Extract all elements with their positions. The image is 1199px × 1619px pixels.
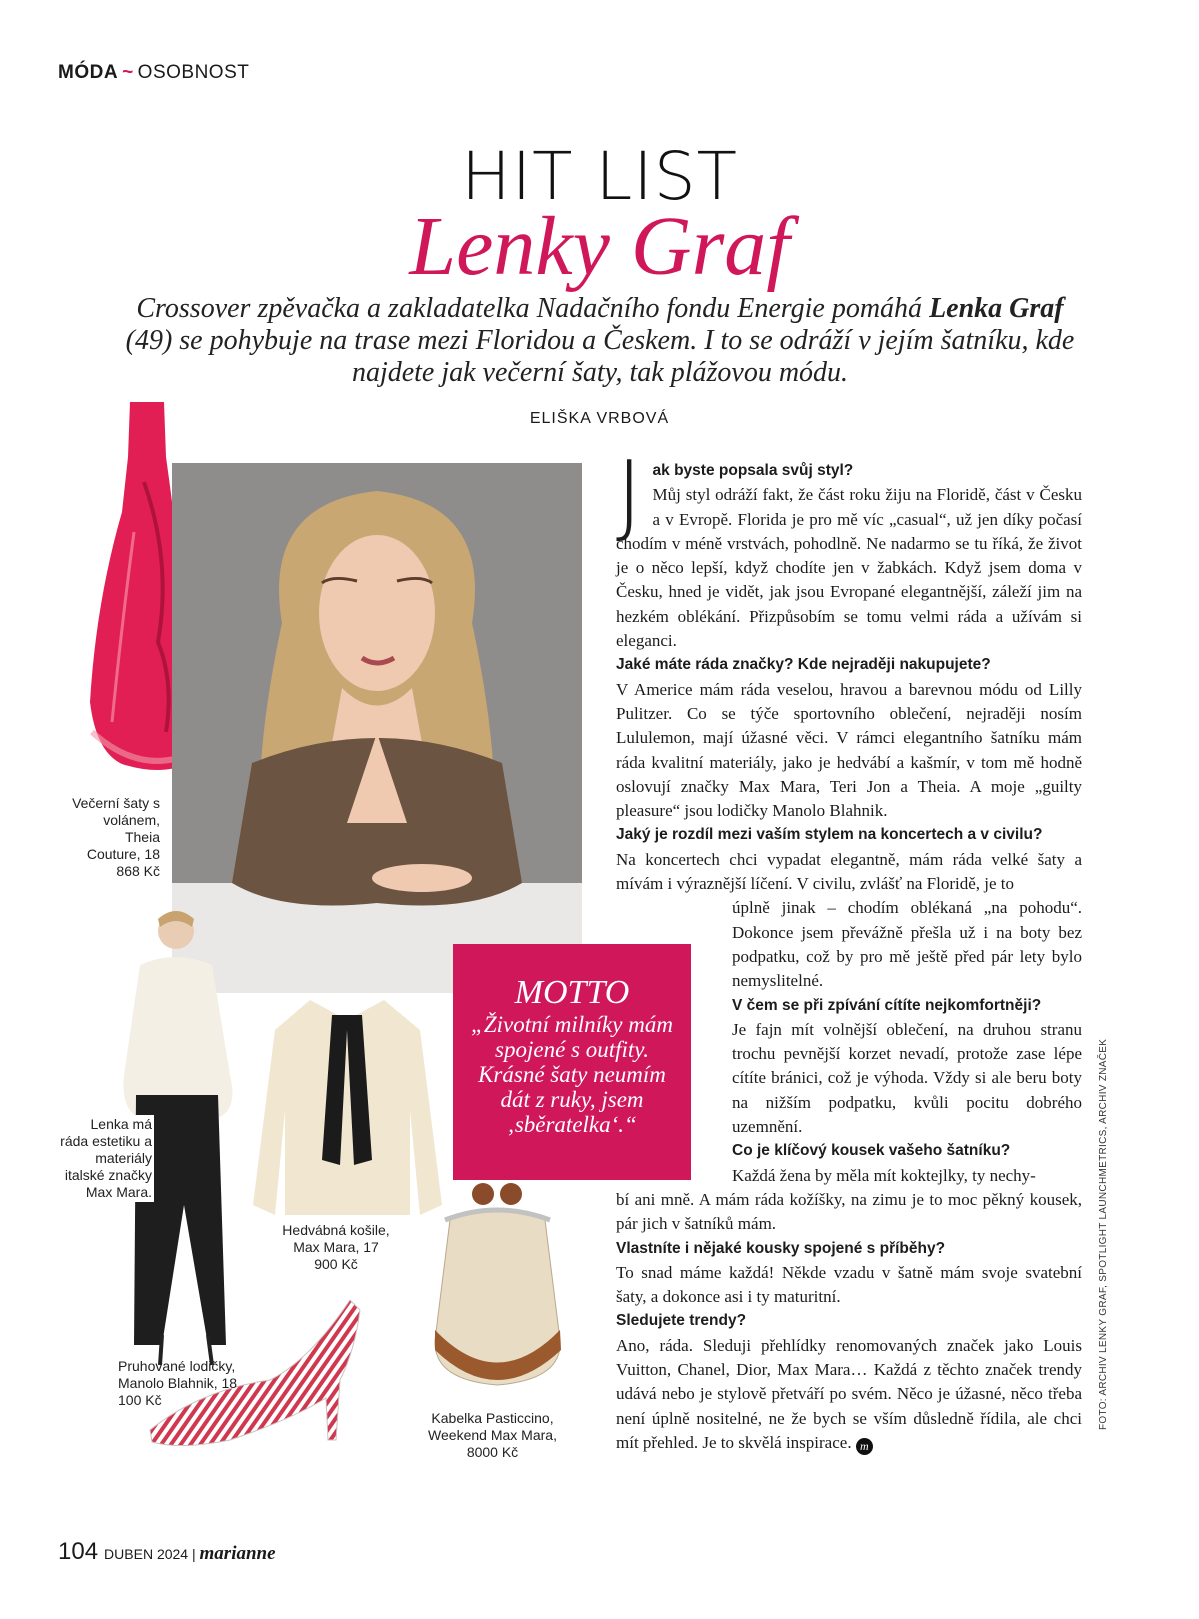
model-caption: Lenka má ráda estetiku a materiály italské značky Max Mara. bbox=[58, 1115, 154, 1202]
magazine-name: marianne bbox=[199, 1543, 276, 1564]
drop-cap: J bbox=[616, 442, 643, 547]
answer-6: To snad máme každá! Někde vzadu v šatně mám svoje svatební šaty, a dokonce asi i ty maturitní. bbox=[616, 1262, 1082, 1307]
question-1: ak byste popsala svůj styl? bbox=[652, 462, 854, 479]
question-3: Jaký je rozdíl mezi vaším stylem na koncertech a v civilu? bbox=[616, 826, 1043, 844]
pasticcino-bag-image bbox=[425, 1180, 570, 1390]
article-body bbox=[616, 442, 1082, 1455]
bag-caption: Kabelka Pasticcino, Weekend Max Mara, 8000 Kč bbox=[428, 1410, 557, 1460]
answer-5a: Každá žena by měla mít koktejlky, ty nechy- bbox=[732, 1165, 1036, 1185]
page-footer: 104 DUBEN 2024 | marianne bbox=[58, 1538, 276, 1565]
answer-4: Je fajn mít volnější oblečení, na druhou stranu trochu pevnější korzet nevadí, protože zase lépe cítíte bránici, což je výhoda. Vždy si ale beru boty na nižším podpatku, kvůli pocitu dobrého uzemnění. bbox=[732, 1019, 1082, 1137]
shirt-caption: Hedvábná košile, Max Mara, 17 900 Kč bbox=[282, 1222, 390, 1272]
end-mark-icon: m bbox=[856, 1438, 873, 1455]
question-4: V čem se při zpívání cítíte nejkomfortněji? bbox=[732, 996, 1042, 1014]
question-6: Vlastníte i nějaké kousky spojené s příběhy? bbox=[616, 1239, 946, 1257]
answer-2: V Americe mám ráda veselou, hravou a barevnou módu od Lilly Pulitzer. Co se týče sportovního oblečení, nejraději nosím Lululemon, mají úžasné věci. V rámci elegantního šatníku mám ráda kvalitní materiály, jako je hedvábí a kašmír, v tom mě hodně oslovují značky Max Mara, Teri Jon a Theia. A moje „guilty pleasure“ jsou lodičky Manolo Blahnik. bbox=[616, 679, 1082, 821]
byline: ELIŠKA VRBOVÁ bbox=[529, 410, 670, 427]
lead-part1: Crossover zpěvačka a zakladatelka Nadačního fondu Energie pomáhá bbox=[136, 293, 930, 324]
subsection-label: OSOBNOST bbox=[137, 62, 250, 83]
answer-7: Ano, ráda. Sleduji přehlídky renomovaných značek jako Louis Vuitton, Chanel, Dior, Max Mara… Každá z těchto značek trendy udává nebo je stylově přetváří po svém. Něco je úžasné, něco třeba není úplně nositelné, ne že bych se vším důsledně řídila, ale chci mít přehled. Je to skvělá inspirace. bbox=[616, 1335, 1082, 1452]
answer-1: Můj styl odráží fakt, že část roku žiju na Floridě, část v Česku a v Evropě. Florida je pro mě víc „casual“, už jen díky počasí chodím v méně vrstvách, pohodlně. Ne nadarmo se tu říká, že život je o něco lepší, když chodíte jen v žabkách. Když jsem doma v Česku, hned je vidět, jak jsou Evropané elegantnější, záleží jim na hezkém oblékání. Přizpůsobím se tomu velmi ráda a užívám si eleganci. bbox=[616, 485, 1082, 651]
photo-credit: FOTO: ARCHIV LENKY GRAF, SPOTLIGHT LAUNCHMETRICS, ARCHIV ZNAČEK bbox=[1098, 1038, 1109, 1430]
answer-5b: bí ani mně. A mám ráda kožíšky, na zimu je to moc pěkný kousek, pár jich v šatníků mám. bbox=[616, 1189, 1082, 1234]
lead-paragraph bbox=[110, 293, 1090, 389]
dress-caption: Večerní šaty s volánem, Theia Couture, 18 868 Kč bbox=[72, 795, 160, 879]
lead-part2: (49) se pohybuje na trase mezi Floridou a Českem. I to se odráží v jejím šatníku, kde najdete jak večerní šaty, tak plážovou módu. bbox=[125, 325, 1075, 388]
answer-3a: Na koncertech chci vypadat elegantně, mám ráda velké šaty a mívám i výraznější líčení. V civilu, zvlášť na Floridě, je to bbox=[616, 849, 1082, 894]
shoes-caption: Pruhované lodičky, Manolo Blahnik, 18 100 Kč bbox=[118, 1358, 238, 1408]
page-number: 104 bbox=[58, 1538, 99, 1565]
motto-title: MOTTO bbox=[514, 974, 630, 1011]
motto-quote: „Životní milníky mám spojené s outfity. Krásné šaty neumím dát z ruky, jsem ‚sběratelka‘.“ bbox=[471, 1012, 673, 1137]
question-7: Sledujete trendy? bbox=[616, 1312, 747, 1330]
question-2: Jaké máte ráda značky? Kde nejraději nakupujete? bbox=[616, 656, 991, 674]
title-line2: Lenky Graf bbox=[409, 200, 790, 293]
lead-bold-name: Lenka Graf bbox=[929, 293, 1064, 324]
issue-date: DUBEN 2024 bbox=[104, 1546, 189, 1562]
title-line1: HIT LIST bbox=[461, 138, 738, 215]
section-label: MÓDA bbox=[58, 62, 119, 83]
question-5: Co je klíčový kousek vašeho šatníku? bbox=[732, 1142, 1011, 1160]
silk-shirt-image bbox=[250, 990, 445, 1225]
wave-icon: ~ bbox=[122, 62, 134, 83]
section-header bbox=[58, 62, 249, 84]
answer-3b: úplně jinak – chodím oblékaná „na pohodu“. Dokonce jsem převážně přešla už i na boty bez podpatku, což by pro mě ještě před pár lety bylo nemyslitelné. bbox=[732, 898, 1082, 991]
